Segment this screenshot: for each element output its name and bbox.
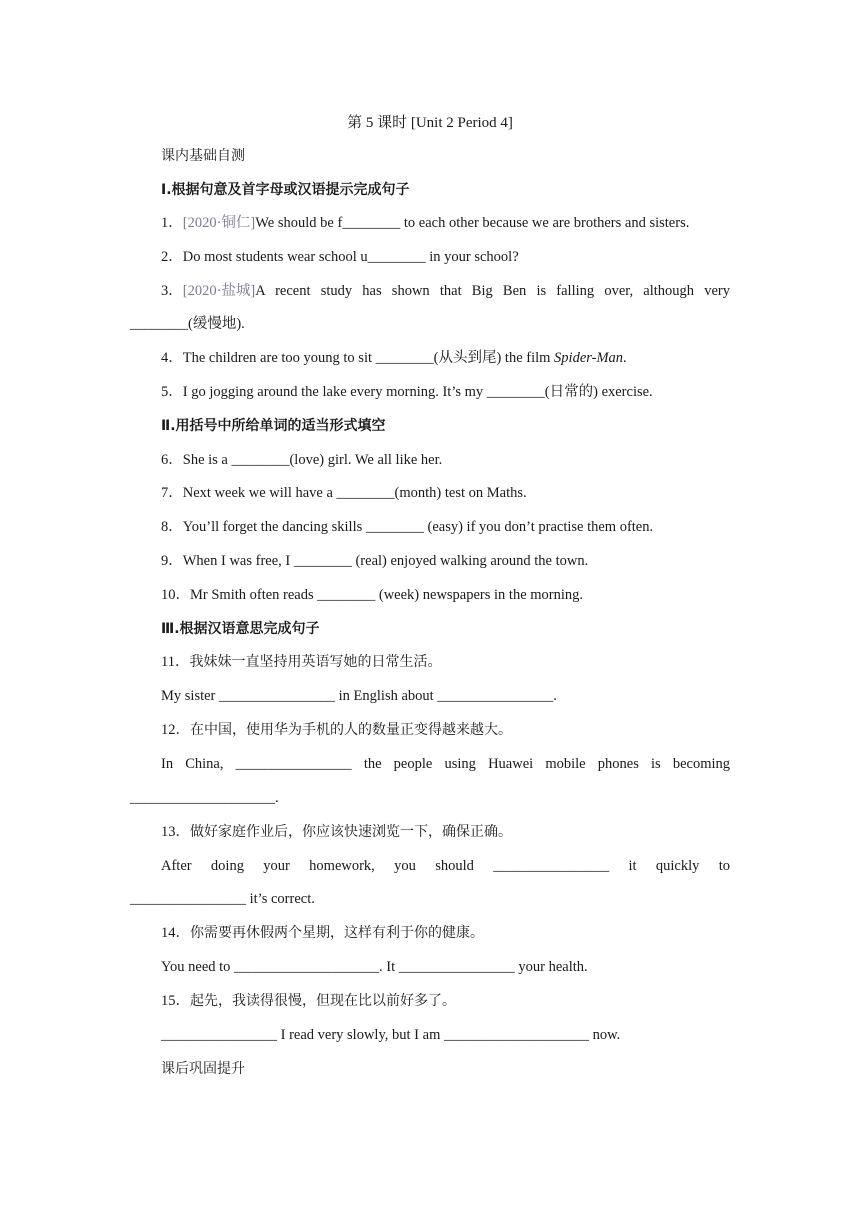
question-15-answer: ________________ I read very slowly, but I am ____________________ now. xyxy=(161,1027,621,1043)
question-number: 13． xyxy=(161,824,190,840)
question-number: 3． xyxy=(161,283,183,299)
question-text-end: . xyxy=(623,350,627,366)
question-4 xyxy=(161,348,627,368)
question-number: 10． xyxy=(161,587,190,603)
question-13-prompt xyxy=(161,822,512,842)
question-number: 5． xyxy=(161,384,183,400)
question-text: Do most students wear school u________ in your school? xyxy=(182,249,519,265)
question-text: I go jogging around the lake every morning. It’s my ________(日常的) exercise. xyxy=(182,384,653,400)
question-citation: [2020·盐城] xyxy=(182,283,256,299)
chinese-prompt: 起先，我读得很慢，但现在比以前好多了。 xyxy=(190,993,456,1009)
heading-in-class: 课内基础自测 xyxy=(161,148,245,164)
question-13-answer-line-1 xyxy=(161,856,730,876)
question-11-answer: My sister ________________ in English about ________________. xyxy=(161,688,557,704)
question-number: 4． xyxy=(161,350,183,366)
question-number: 1． xyxy=(161,215,183,231)
question-number: 7． xyxy=(161,485,183,501)
question-15-prompt xyxy=(161,991,456,1011)
question-5 xyxy=(161,382,653,402)
question-number: 2． xyxy=(161,249,183,265)
question-text: A recent study has shown that Big Ben is falling over, although very xyxy=(255,283,730,299)
question-12-answer-line-2: ____________________. xyxy=(130,790,279,806)
question-12-answer-line-1 xyxy=(161,754,730,774)
chinese-prompt: 做好家庭作业后，你应该快速浏览一下，确保正确。 xyxy=(190,824,512,840)
question-number-and-cite xyxy=(161,281,255,301)
question-6 xyxy=(161,450,442,470)
question-text: We should be f________ to each other because we are brothers and sisters. xyxy=(255,215,690,231)
question-14-answer: You need to ____________________. It ________________ your health. xyxy=(161,959,588,975)
question-text: Mr Smith often reads ________ (week) newspapers in the morning. xyxy=(190,587,584,603)
answer-text: In China, ________________ the people using Huawei mobile phones is becoming xyxy=(161,756,730,772)
question-11-prompt xyxy=(161,652,441,672)
question-9 xyxy=(161,551,588,571)
chinese-prompt: 在中国，使用华为手机的人的数量正变得越来越大。 xyxy=(190,722,512,738)
section-3-title: Ⅲ.根据汉语意思完成句子 xyxy=(161,621,320,637)
section-1-title: Ⅰ.根据句意及首字母或汉语提示完成句子 xyxy=(161,182,410,198)
question-citation: [2020·铜仁] xyxy=(182,215,256,231)
film-title: Spider-Man xyxy=(554,350,624,366)
question-number: 14． xyxy=(161,925,190,941)
question-number: 6． xyxy=(161,452,183,468)
question-14-prompt xyxy=(161,923,484,943)
question-text: Next week we will have a ________(month) test on Maths. xyxy=(182,485,527,501)
section-2-title: Ⅱ.用括号中所给单词的适当形式填空 xyxy=(161,418,386,434)
question-3-line-2: ________(缓慢地). xyxy=(130,316,245,332)
answer-text: After doing your homework, you should ________________ it quickly to xyxy=(161,858,730,874)
question-number: 8． xyxy=(161,519,183,535)
question-3-line-1 xyxy=(161,281,730,301)
question-7 xyxy=(161,483,527,503)
question-number: 15． xyxy=(161,993,190,1009)
question-12-prompt xyxy=(161,720,512,740)
chinese-prompt: 我妹妹一直坚持用英语写她的日常生活。 xyxy=(189,654,442,670)
question-2 xyxy=(161,247,519,267)
question-10 xyxy=(161,585,583,605)
chinese-prompt: 你需要再休假两个星期，这样有利于你的健康。 xyxy=(190,925,484,941)
question-text: The children are too young to sit ________(从头到尾) the film xyxy=(182,350,555,366)
question-number: 11． xyxy=(161,654,190,670)
heading-after-class: 课后巩固提升 xyxy=(161,1061,245,1077)
question-1 xyxy=(161,213,689,233)
question-text: When I was free, I ________ (real) enjoyed walking around the town. xyxy=(182,553,589,569)
question-text: She is a ________(love) girl. We all like her. xyxy=(182,452,443,468)
question-number: 12． xyxy=(161,722,190,738)
question-13-answer-line-2: ________________ it’s correct. xyxy=(130,891,315,907)
question-number: 9． xyxy=(161,553,183,569)
question-8 xyxy=(161,517,653,537)
page-title: 第 5 课时 [Unit 2 Period 4] xyxy=(347,115,513,131)
question-text: You’ll forget the dancing skills ________ (easy) if you don’t practise them often. xyxy=(182,519,654,535)
